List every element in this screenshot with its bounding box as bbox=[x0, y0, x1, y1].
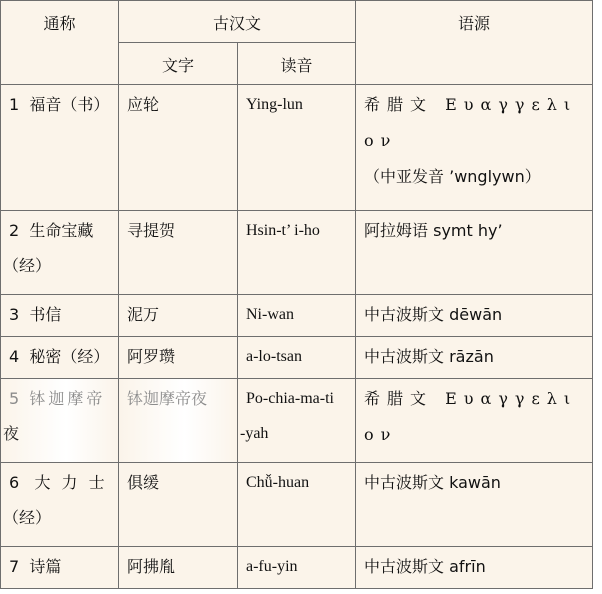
row-number: 5 bbox=[9, 389, 20, 408]
row-reading: a-fu-yin bbox=[246, 558, 298, 575]
table-row bbox=[1, 211, 593, 295]
row-name-line2: 夜 bbox=[3, 424, 20, 443]
row-source-cell bbox=[356, 295, 593, 337]
row-name: 书信 bbox=[29, 305, 62, 324]
row-text-cell bbox=[119, 295, 238, 337]
row-name-cell bbox=[1, 547, 119, 589]
row-number: 4 bbox=[9, 347, 20, 366]
row-number: 7 bbox=[9, 557, 20, 576]
row-number: 3 bbox=[9, 305, 20, 324]
row-source-cell bbox=[356, 463, 593, 547]
table-row bbox=[1, 463, 593, 547]
row-source-cell bbox=[356, 379, 593, 463]
row-number: 1 bbox=[9, 95, 20, 114]
row-source-cell bbox=[356, 85, 593, 211]
table-row bbox=[1, 547, 593, 589]
row-source-cell bbox=[356, 547, 593, 589]
row-source-cell bbox=[356, 337, 593, 379]
row-text-cell bbox=[119, 85, 238, 211]
row-source-line1: 中古波斯文 rāzān bbox=[364, 347, 494, 366]
row-text-cell bbox=[119, 337, 238, 379]
row-reading: Chǚ-huan bbox=[246, 474, 310, 491]
row-reading-cell bbox=[238, 85, 356, 211]
row-text-cell bbox=[119, 547, 238, 589]
row-text-cell bbox=[119, 379, 238, 463]
row-reading-cell bbox=[238, 547, 356, 589]
row-name-cell bbox=[1, 337, 119, 379]
row-name-cell bbox=[1, 85, 119, 211]
header-reading: 读音 bbox=[238, 43, 356, 85]
row-text-cell bbox=[119, 463, 238, 547]
row-name: 钵迦摩帝 bbox=[29, 389, 106, 408]
row-text: 泥万 bbox=[127, 305, 160, 324]
row-name: 福音（书） bbox=[29, 95, 110, 114]
row-source-line1: 阿拉姆语 symt hy’ bbox=[364, 221, 503, 240]
header-classical-chinese: 古汉文 bbox=[119, 1, 356, 43]
row-source-line1: 中古波斯文 afrīn bbox=[364, 557, 486, 576]
row-text-cell bbox=[119, 211, 238, 295]
row-source-line2: ον bbox=[364, 131, 398, 150]
row-text: 钵迦摩帝夜 bbox=[127, 389, 208, 408]
row-name: 诗篇 bbox=[29, 557, 62, 576]
row-name-cell bbox=[1, 211, 119, 295]
row-text: 阿拂胤 bbox=[127, 557, 176, 576]
row-reading-cell bbox=[238, 211, 356, 295]
row-text: 应轮 bbox=[127, 95, 160, 114]
row-text: 俱缓 bbox=[127, 473, 160, 492]
table-row bbox=[1, 379, 593, 463]
row-name: 大 力 士 bbox=[34, 473, 105, 492]
row-text: 寻提贺 bbox=[127, 221, 176, 240]
row-name-cell bbox=[1, 379, 119, 463]
row-reading: Ni-wan bbox=[246, 306, 294, 323]
row-name-cell bbox=[1, 295, 119, 337]
row-source-line1: 中古波斯文 dēwān bbox=[364, 305, 503, 324]
row-source-line1: 希腊文 Ευαγγελι bbox=[364, 389, 578, 408]
row-source-line1: 希腊文 Ευαγγελι bbox=[364, 95, 578, 114]
row-reading-cell bbox=[238, 379, 356, 463]
row-reading: Po-chia-ma-ti bbox=[246, 390, 334, 407]
header-text: 文字 bbox=[119, 43, 238, 85]
row-name-line2: （经） bbox=[3, 508, 52, 527]
row-name: 生命宝藏 bbox=[29, 221, 94, 240]
row-reading: Ying-lun bbox=[246, 96, 303, 113]
row-reading-cell bbox=[238, 295, 356, 337]
table-row bbox=[1, 337, 593, 379]
row-number: 6 bbox=[9, 473, 20, 492]
header-common-name: 通称 bbox=[1, 1, 119, 85]
row-reading: Hsin-t’ i-ho bbox=[246, 222, 320, 239]
row-source-line1: 中古波斯文 kawān bbox=[364, 473, 501, 492]
row-source-line2: ον bbox=[364, 425, 398, 444]
header-etymology: 语源 bbox=[356, 1, 593, 85]
row-source-line3: （中亚发音 ’wnglywn） bbox=[364, 167, 541, 186]
row-name-cell bbox=[1, 463, 119, 547]
row-name: 秘密（经） bbox=[29, 347, 110, 366]
table-row bbox=[1, 295, 593, 337]
row-reading-cell bbox=[238, 463, 356, 547]
row-reading-cell bbox=[238, 337, 356, 379]
row-number: 2 bbox=[9, 221, 20, 240]
row-name-line2: （经） bbox=[3, 256, 52, 275]
row-text: 阿罗瓒 bbox=[127, 347, 176, 366]
row-reading: a-lo-tsan bbox=[246, 348, 302, 365]
table-row bbox=[1, 85, 593, 211]
row-reading-line2: -yah bbox=[240, 425, 269, 442]
row-source-cell bbox=[356, 211, 593, 295]
